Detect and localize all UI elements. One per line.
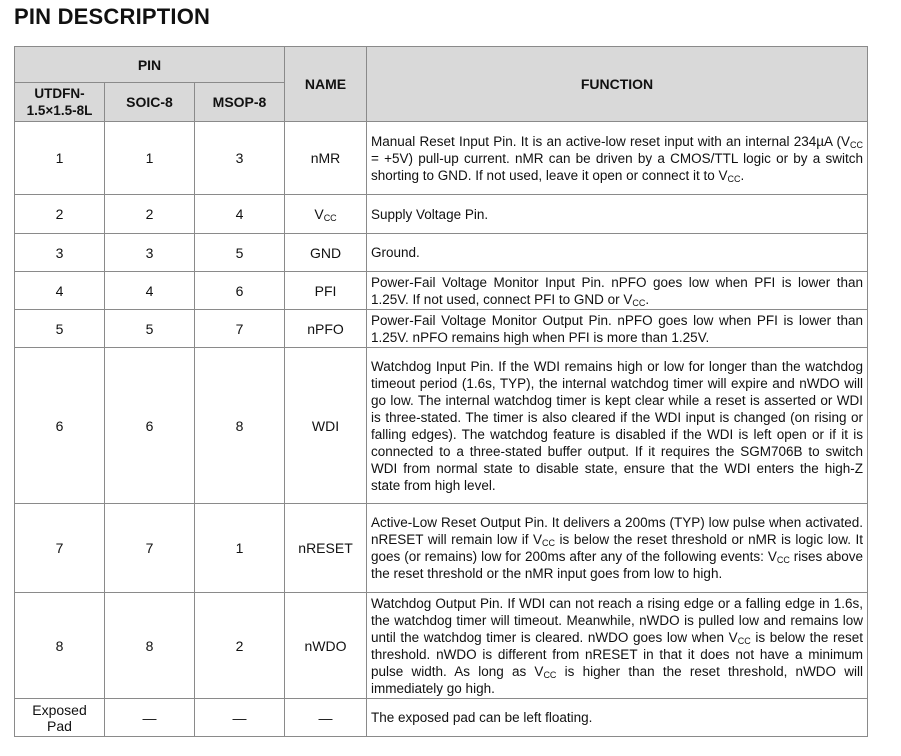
function-text: Power-Fail Voltage Monitor Output Pin. nPFO goes low when PFI is lower than 1.25V. nPFO remains high when PFI is more than 1.25V.	[371, 312, 864, 345]
cell-function	[367, 234, 868, 272]
pin-name: PFI	[314, 282, 337, 299]
cell-utdfn: 2	[15, 195, 105, 234]
cell-name	[285, 272, 367, 310]
table-row	[15, 699, 868, 737]
pin-name: GND	[309, 244, 342, 261]
cell-msop: 6	[195, 272, 285, 310]
cell-utdfn-part: Exposed	[32, 701, 87, 718]
cell-utdfn: 5	[15, 310, 105, 348]
header-utdfn-line2: 1.5×1.5-8L	[26, 103, 93, 118]
function-text: Watchdog Input Pin. If the WDI remains high or low for longer than the watchdog timeout period (1.6s, TYP), the internal watchdog timer will expire and nWDO will go low. The internal watchdog timer is kept clear while a reset is asserted or WDI is three-stated. The timer is also cleared if the WDI input is changed (on rising or falling edges). The watchdog feature is disabled if the WDI is left open or if it is connected to a three-stated buffer output. If it requires the SGM706B to switch WDI from normal state to disable state, ensure that the WDI enters the high-Z state from high level.	[371, 358, 864, 493]
pin-name: nRESET	[298, 540, 353, 556]
pin-name: nWDO	[304, 637, 347, 654]
cell-soic: 2	[105, 195, 195, 234]
cell-utdfn: 1	[15, 122, 105, 195]
pin-name: —	[318, 709, 333, 726]
cell-name	[285, 122, 367, 195]
function-text: Manual Reset Input Pin. It is an active-low reset input with an internal 234µA $(V_{CC} = +5V)$ pull-up current. nMR can be driven by a CMOS/TTL logic or by a switch shorting to GND. If not used, leave it open or connect it to $V_{CC}$.	[371, 133, 864, 184]
cell-name	[285, 234, 367, 272]
pin-name: nMR	[310, 150, 341, 166]
function-subscript: CC	[632, 297, 646, 308]
page-title: PIN DESCRIPTION	[14, 4, 211, 29]
cell-msop: 2	[195, 593, 285, 699]
table-row	[15, 310, 868, 348]
cell-msop: 1	[195, 504, 285, 593]
cell-msop: 4	[195, 195, 285, 234]
function-subscript: CC	[543, 669, 557, 680]
function-text: The exposed pad can be left floating.	[371, 710, 593, 725]
function-text: Supply Voltage Pin.	[371, 206, 489, 222]
pin-name: WDI	[311, 417, 340, 434]
function-text: Ground.	[371, 245, 420, 260]
cell-function	[367, 122, 868, 195]
cell-soic: 1	[105, 122, 195, 195]
cell-function	[367, 195, 868, 234]
cell-name	[285, 310, 367, 348]
cell-soic: 3	[105, 234, 195, 272]
table-row	[15, 504, 868, 593]
cell-function	[367, 699, 868, 737]
cell-utdfn: 6	[15, 348, 105, 504]
table-row	[15, 122, 868, 195]
pin-description-table	[14, 46, 868, 737]
header-name: NAME	[285, 47, 367, 122]
cell-msop: 7	[195, 310, 285, 348]
header-function: FUNCTION	[367, 47, 868, 122]
header-utdfn	[15, 83, 105, 122]
cell-msop: 8	[195, 348, 285, 504]
header-soic: SOIC-8	[105, 83, 195, 122]
cell-soic: 4	[105, 272, 195, 310]
cell-name	[285, 195, 367, 234]
cell-function	[367, 593, 868, 699]
cell-utdfn-part: Pad	[47, 717, 72, 734]
header-pin-group: PIN	[15, 47, 285, 83]
table-body	[15, 122, 868, 737]
table-row	[15, 272, 868, 310]
cell-name	[285, 699, 367, 737]
table-row	[15, 593, 868, 699]
cell-utdfn: 4	[15, 272, 105, 310]
cell-soic: 8	[105, 593, 195, 699]
cell-utdfn: 3	[15, 234, 105, 272]
pin-name: nPFO	[307, 320, 344, 337]
cell-soic: 7	[105, 504, 195, 593]
cell-soic: 6	[105, 348, 195, 504]
table-row	[15, 234, 868, 272]
function-text: Power-Fail Voltage Monitor Input Pin. nPFO goes low when PFI is lower than 1.25V. If not used, connect PFI to GND or $V_{CC}$.	[371, 274, 864, 308]
cell-function	[367, 272, 868, 310]
cell-function	[367, 310, 868, 348]
cell-soic: 5	[105, 310, 195, 348]
cell-function	[367, 348, 868, 504]
cell-utdfn: 7	[15, 504, 105, 593]
pin-name-subscript: CC	[323, 213, 337, 223]
header-msop: MSOP-8	[195, 83, 285, 122]
cell-name	[285, 504, 367, 593]
cell-msop: 3	[195, 122, 285, 195]
function-text: Watchdog Output Pin. If WDI can not reach a rising edge or a falling edge in 1.6s, the watchdog timer will timeout. Meanwhile, nWDO is pulled low and remains low until the watchdog timer is cleared. nWDO goes low when $V_{CC}$ is below the reset threshold. nWDO is different from nRESET in that it does not have a minimum pulse width. As long as $V_{CC}$ is higher than the reset threshold, nWDO will immediately go high.	[371, 595, 864, 696]
table-row	[15, 195, 868, 234]
cell-name	[285, 593, 367, 699]
cell-msop: 5	[195, 234, 285, 272]
cell-utdfn	[15, 699, 105, 737]
function-subscript: CC	[727, 173, 741, 184]
table-row	[15, 348, 868, 504]
cell-name	[285, 348, 367, 504]
function-subscript: CC	[776, 555, 790, 565]
cell-function	[367, 504, 868, 593]
cell-soic: —	[105, 699, 195, 737]
pin-name: V	[314, 206, 324, 222]
function-subscript: CC	[737, 635, 751, 646]
function-text: Active-Low Reset Output Pin. It delivers a 200ms (TYP) low pulse when activated. nRESET will remain low if $V_{CC}$ is below the reset threshold or nMR is logic low. It goes (or remains) low for 200ms after any of the following events: $V_{CC}$ rises above the reset threshold or the nMR input goes from low to high.	[371, 515, 864, 581]
function-subscript: CC	[542, 538, 555, 548]
function-subscript: CC	[850, 139, 864, 150]
header-utdfn-line1: UTDFN-	[34, 86, 85, 101]
cell-utdfn: 8	[15, 593, 105, 699]
cell-msop: —	[195, 699, 285, 737]
